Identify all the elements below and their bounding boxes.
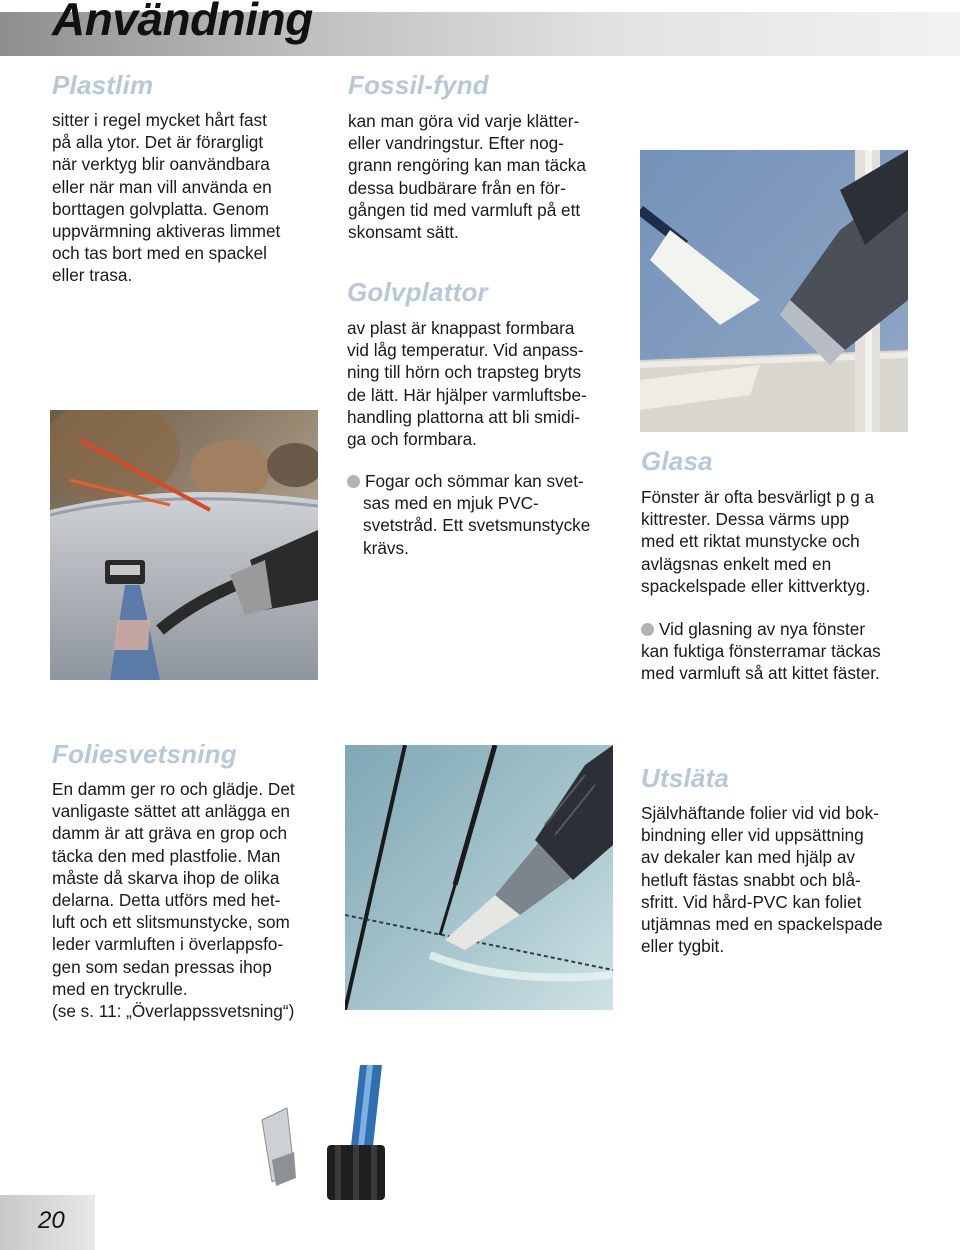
text-line: sfritt. Vid hård-PVC kan foliet (641, 891, 862, 912)
film-welding-photo (345, 745, 613, 1010)
plastlim-heading: Plastlim (52, 70, 154, 100)
bullet-icon (641, 623, 654, 636)
text-line: eller tygbit. (641, 936, 725, 957)
text-line: med varmluft så att kittet fäster. (641, 663, 880, 684)
glasa-heading: Glasa (641, 446, 713, 476)
text-line: ning till hörn och trapsteg bryts (347, 362, 582, 383)
text-line: dessa budbärare från en för- (348, 177, 566, 198)
text-line: hetluft fästas snabbt och blå- (641, 869, 861, 890)
text-line: sitter i regel mycket hårt fast (52, 110, 267, 130)
nozzle-and-roller-photo (232, 1060, 432, 1200)
text-line: luft och ett slitsmunstycke, som (52, 912, 290, 933)
text-line: Fönster är ofta besvärligt p g a (641, 487, 875, 507)
utslata-text (641, 802, 883, 957)
text-line: avlägsnas enkelt med en (641, 553, 832, 574)
text-line: på alla ytor. Det är förargligt (52, 132, 264, 153)
text-line: av dekaler kan med hjälp av (641, 847, 856, 868)
text-line: de lätt. Här hjälper varmluftsbe- (347, 384, 587, 405)
text-line: sas med en mjuk PVC- (363, 493, 539, 514)
text-line: eller när man vill använda en (52, 176, 272, 197)
text-line: täcka den med plastfolie. Man (52, 845, 281, 866)
text-line: Fogar och sömmar kan svet- (365, 471, 584, 491)
text-line: delarna. Detta utförs med het- (52, 890, 281, 911)
fossil-heading: Fossil-fynd (348, 70, 489, 100)
text-line: kan fuktiga fönsterramar täckas (641, 641, 881, 662)
text-line: eller trasa. (52, 265, 133, 286)
page-number: 20 (38, 1207, 65, 1234)
text-line: spackelspade eller kittverktyg. (641, 575, 871, 596)
text-line: En damm ger ro och glädje. Det (52, 779, 295, 799)
text-line: grann rengöring kan man täcka (348, 155, 586, 176)
text-line: krävs. (363, 537, 409, 558)
text-line: och tas bort med en spackel (52, 243, 267, 264)
bullet-icon (347, 475, 360, 488)
text-line: vanligaste sättet att anlägga en (52, 801, 290, 822)
text-line: vid låg temperatur. Vid anpass- (347, 340, 584, 361)
text-line: borttagen golvplatta. Genom (52, 198, 269, 219)
text-line: (se s. 11: „Överlappssvetsning“) (52, 1001, 295, 1022)
text-line: med en tryckrulle. (52, 978, 188, 999)
page-title: Användning (52, 0, 313, 45)
golvplattor-heading: Golvplattor (347, 277, 488, 307)
plastlim-text (52, 109, 280, 287)
glasa-bullet (641, 618, 881, 685)
text-line: kittrester. Dessa värms upp (641, 509, 850, 530)
foliesvetsning-heading: Foliesvetsning (52, 739, 237, 769)
text-line: skonsamt sätt. (348, 222, 459, 243)
glasa-text (641, 486, 874, 597)
text-line: gången tid med varmluft på ett (348, 199, 581, 220)
text-line: av plast är knappast formbara (347, 318, 575, 338)
heat-gun-scraper-photo (50, 410, 318, 680)
foliesvetsning-text (52, 778, 295, 1022)
text-line: Självhäftande folier vid vid bok- (641, 803, 879, 823)
text-line: uppvärmning aktiveras limmet (52, 221, 281, 242)
text-line: handling plattorna att bli smidi- (347, 406, 581, 427)
fossil-text (348, 110, 586, 243)
page-number-box (0, 1195, 95, 1250)
text-line: damm är att gräva en grop och (52, 823, 288, 844)
text-line: kan man göra vid varje klätter- (348, 111, 580, 131)
text-line: bindning eller vid uppsättning (641, 825, 864, 846)
text-line: Vid glasning av nya fönster (659, 619, 866, 639)
text-line: när verktyg blir oanvändbara (52, 154, 270, 175)
text-line: svetstråd. Ett svetsmunstycke (363, 515, 591, 536)
utslata-heading: Utsläta (641, 763, 730, 793)
text-line: leder varmluften i överlappsfo- (52, 934, 284, 955)
window-heat-gun-photo (640, 150, 908, 432)
text-line: gen som sedan pressas ihop (52, 956, 272, 977)
text-line: måste då skarva ihop de olika (52, 867, 280, 888)
text-line: eller vandringstur. Efter nog- (348, 133, 564, 154)
golvplattor-text (347, 317, 587, 450)
text-line: utjämnas med en spackelspade (641, 914, 883, 935)
text-line: med ett riktat munstycke och (641, 531, 860, 552)
text-line: ga och formbara. (347, 429, 477, 450)
golvplattor-bullet (347, 470, 590, 559)
